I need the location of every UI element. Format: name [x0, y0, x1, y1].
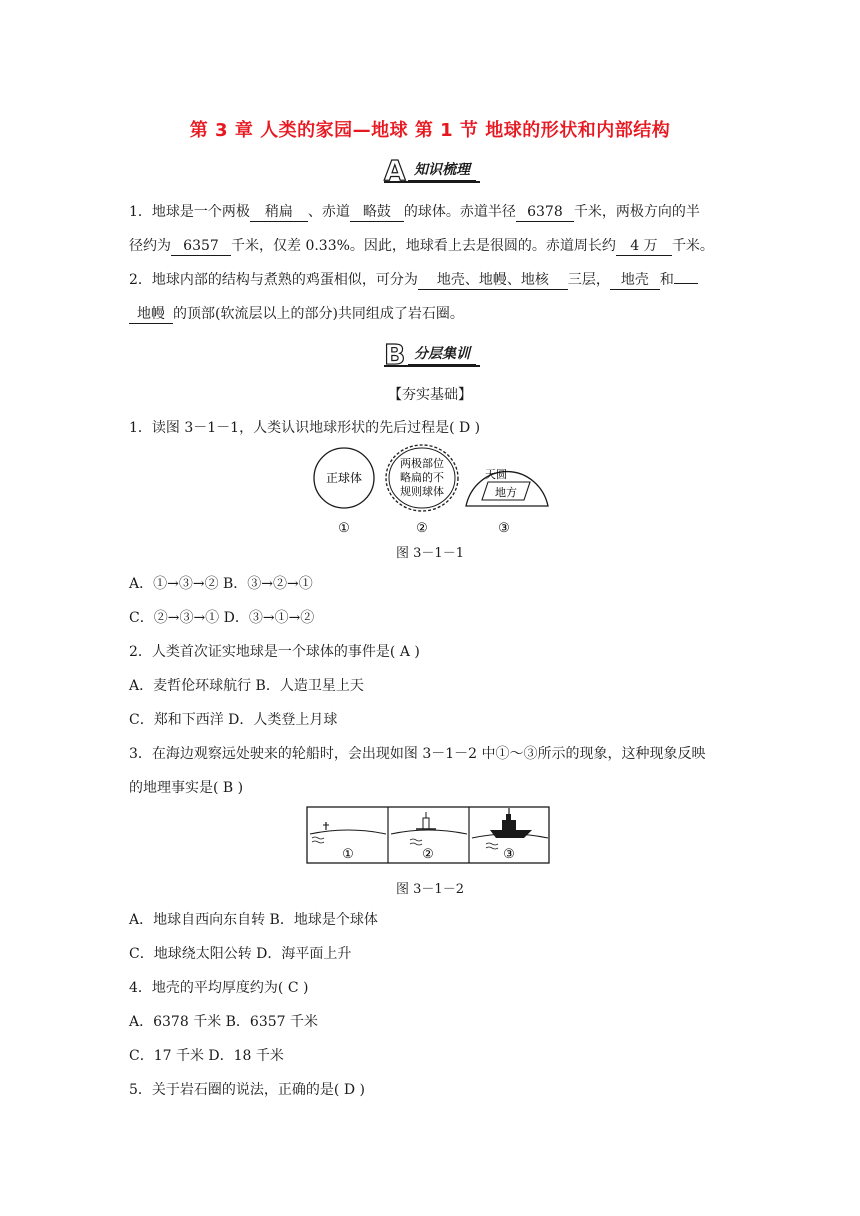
question-2-options-cd: C．郑和下西洋 D．人类登上月球 — [129, 712, 338, 728]
question-4-stem: 4．地壳的平均厚度约为( C ) — [129, 980, 309, 996]
svg-text:A: A — [384, 154, 406, 184]
blank-answer: 6378 — [516, 204, 574, 222]
knowledge-line-4: 地幔 的顶部(软流层以上的部分)共同组成了岩石圈。 — [129, 304, 464, 324]
blank-answer: 地壳、地幔、地核 — [418, 272, 568, 290]
question-5-stem: 5．关于岩石圈的说法，正确的是( D ) — [129, 1082, 365, 1098]
panel-number: ② — [422, 847, 434, 862]
blank-answer-tail — [674, 283, 698, 284]
blank-answer: 地幔 — [129, 306, 173, 324]
figure-3-1-2 — [306, 806, 550, 864]
geoid-label-2: 略扁的不 — [400, 471, 444, 484]
subheading-basics: 【夯实基础】 — [388, 387, 472, 403]
section-badge-knowledge — [382, 154, 482, 184]
sphere-label: 正球体 — [325, 471, 363, 485]
geoid-label-1: 两极部位 — [400, 457, 444, 470]
blank-answer: 地壳 — [610, 272, 660, 290]
question-1-options-cd: C．②→③→① D．③→①→② — [129, 610, 315, 626]
question-2-stem: 2．人类首次证实地球是一个球体的事件是( A ) — [129, 644, 420, 660]
ship-tower-icon — [423, 818, 429, 829]
question-3-stem-cont: 的地理事实是( B ) — [129, 780, 244, 796]
badge-label: 知识梳理 — [408, 158, 476, 182]
knowledge-line-2: 径约为 6357 千米，仅差 0.33%。因此，地球看上去是很圆的。赤道周长约 4 万 千米。 — [129, 238, 714, 254]
knowledge-line-3: 2．地球内部的结构与煮熟的鸡蛋相似，可分为 地壳、地幔、地核 三层， 地壳 和 — [129, 270, 698, 290]
question-3-options-ab: A．地球自西向东自转 B．地球是个球体 — [129, 912, 378, 928]
figure-caption: 图 3－1－1 — [396, 546, 464, 561]
svg-text:B: B — [384, 338, 406, 368]
blank-answer: 略鼓 — [350, 204, 404, 222]
figure-caption: 图 3－1－2 — [396, 882, 464, 897]
question-3-stem: 3．在海边观察远处驶来的轮船时，会出现如图 3－1－2 中①～③所示的现象，这种现象反映 — [129, 746, 706, 762]
dome-bottom-label: 地方 — [495, 486, 517, 499]
geoid-label-3: 规则球体 — [400, 485, 444, 498]
panel-number: ② — [416, 521, 428, 536]
question-2-options-ab: A．麦哲伦环球航行 B．人造卫星上天 — [129, 678, 364, 694]
question-4-options-cd: C．17 千米 D．18 千米 — [129, 1048, 284, 1064]
question-1-stem: 1．读图 3－1－1，人类认识地球形状的先后过程是( D ) — [129, 420, 481, 436]
section-badge-practice — [382, 338, 482, 368]
panel-number: ③ — [503, 847, 515, 862]
blank-answer: 4 万 — [616, 238, 672, 256]
blank-answer: 6357 — [171, 238, 231, 256]
panel-number: ③ — [498, 521, 510, 536]
figure-3-1-1 — [300, 444, 560, 536]
badge-label: 分层集训 — [408, 342, 476, 366]
knowledge-line-1: 1．地球是一个两极 稍扁 、赤道 略鼓 的球体。赤道半径 6378 千米，两极方向的半 — [129, 204, 700, 220]
dome-top-label: 天圆 — [485, 468, 507, 481]
page-title: 第 3 章 人类的家园—地球 第 1 节 地球的形状和内部结构 — [189, 120, 671, 141]
panel-number: ① — [342, 847, 354, 862]
question-1-options-ab: A．①→③→② B．③→②→① — [129, 576, 313, 592]
panel-number: ① — [338, 521, 350, 536]
blank-answer: 稍扁 — [250, 204, 308, 222]
question-3-options-cd: C．地球绕太阳公转 D．海平面上升 — [129, 946, 352, 962]
question-4-options-ab: A．6378 千米 B．6357 千米 — [129, 1014, 319, 1030]
